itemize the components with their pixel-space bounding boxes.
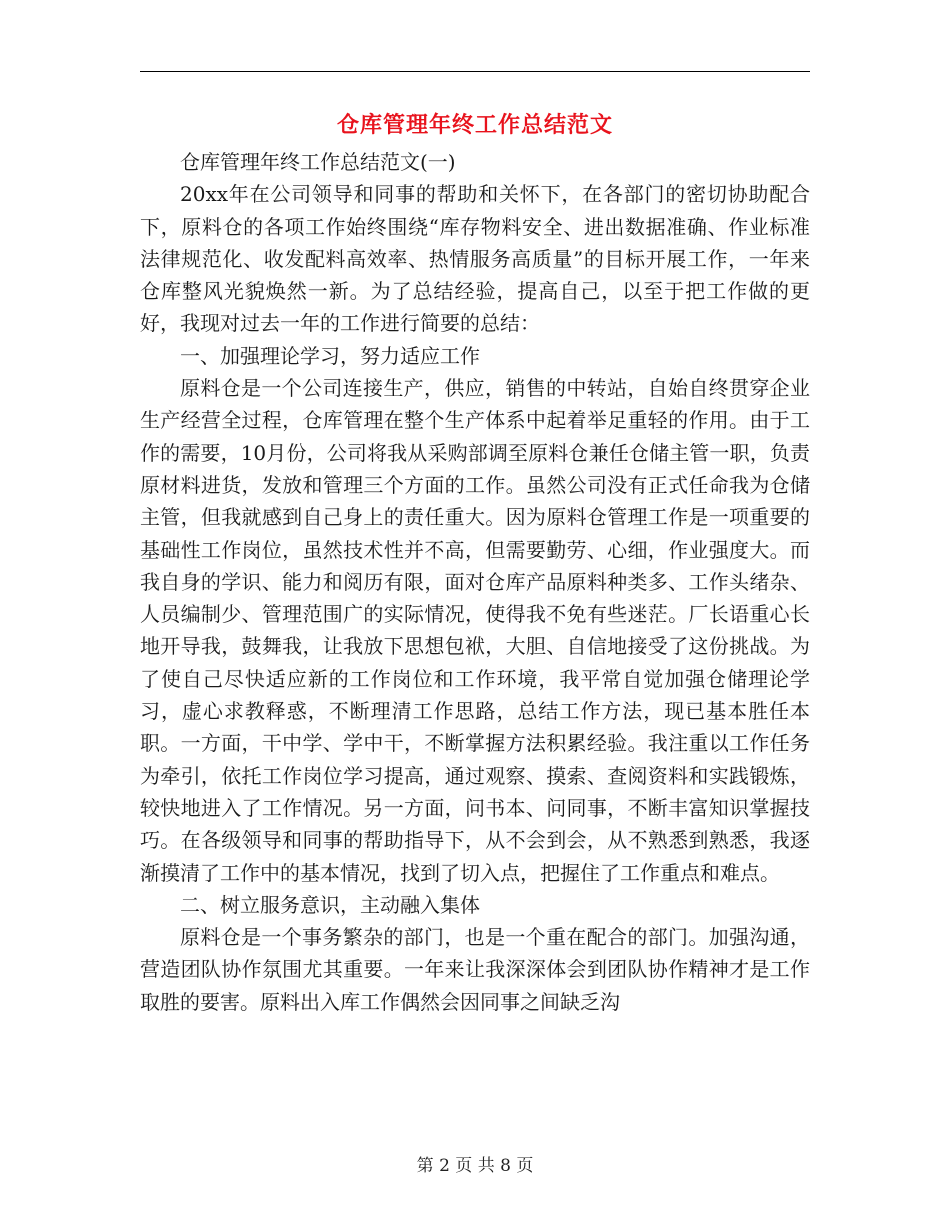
paragraph-intro: 20xx年在公司领导和同事的帮助和关怀下，在各部门的密切协助配合下，原料仓的各项工作始终围绕“库存物料安全、进出数据准确、作业标准法律规范化、收发配料高效率、热情服务高质量”的目标开展工作，一年来仓库整风光貌焕然一新。为了总结经验，提高自己，以至于把工作做的更好，我现对过去一年的工作进行简要的总结： bbox=[140, 182, 810, 336]
page-footer bbox=[0, 1154, 950, 1178]
document-title: 仓库管理年终工作总结范文 bbox=[336, 113, 613, 138]
section-heading-2: 二、树立服务意识，主动融入集体 bbox=[180, 892, 480, 917]
paragraph-section-2: 原料仓是一个事务繁杂的部门，也是一个重在配合的部门。加强沟通，营造团队协作氛围尤其重要。一年来让我深深体会到团队协作精神才是工作取胜的要害。原料出入库工作偶然会因同事之间缺乏沟 bbox=[140, 925, 810, 1014]
paragraph-section-1: 原料仓是一个公司连接生产，供应，销售的中转站，自始自终贯穿企业生产经营全过程，仓库管理在整个生产体系中起着举足重轻的作用。由于工作的需要，10月份，公司将我从采购部调至原料仓兼任仓储主管一职，负责原材料进货，发放和管理三个方面的工作。虽然公司没有正式任命我为仓储主管，但我就感到自己身上的责任重大。因为原料仓管理工作是一项重要的基础性工作岗位，虽然技术性并不高，但需要勤劳、心细，作业强度大。而我自身的学识、能力和阅历有限，面对仓库产品原料种类多、工作头绪杂、人员编制少、管理范围广的实际情况，使得我不免有些迷茫。厂长语重心长地开导我，鼓舞我，让我放下思想包袱，大胆、自信地接受了这份挑战。为了使自己尽快适应新的工作岗位和工作环境，我平常自觉加强仓储理论学习，虚心求教释惑，不断理清工作思路，总结工作方法，现已基本胜任本职。一方面，干中学、学中干，不断掌握方法积累经验。我注重以工作任务为牵引，依托工作岗位学习提高，通过观察、摸索、查阅资料和实践锻炼，较快地进入了工作情况。另一方面，问书本、问同事，不断丰富知识掌握技巧。在各级领导和同事的帮助指导下，从不会到会，从不熟悉到熟悉，我逐渐摸清了工作中的基本情况，找到了切入点，把握住了工作重点和难点。 bbox=[140, 376, 810, 885]
section-heading-1: 一、加强理论学习，努力适应工作 bbox=[180, 343, 480, 368]
paragraph-subtitle: 仓库管理年终工作总结范文(一) bbox=[180, 150, 456, 174]
page-number-label: 第 2 页 共 8 页 bbox=[416, 1156, 534, 1176]
header-rule bbox=[140, 71, 810, 72]
document-body bbox=[140, 146, 810, 1018]
